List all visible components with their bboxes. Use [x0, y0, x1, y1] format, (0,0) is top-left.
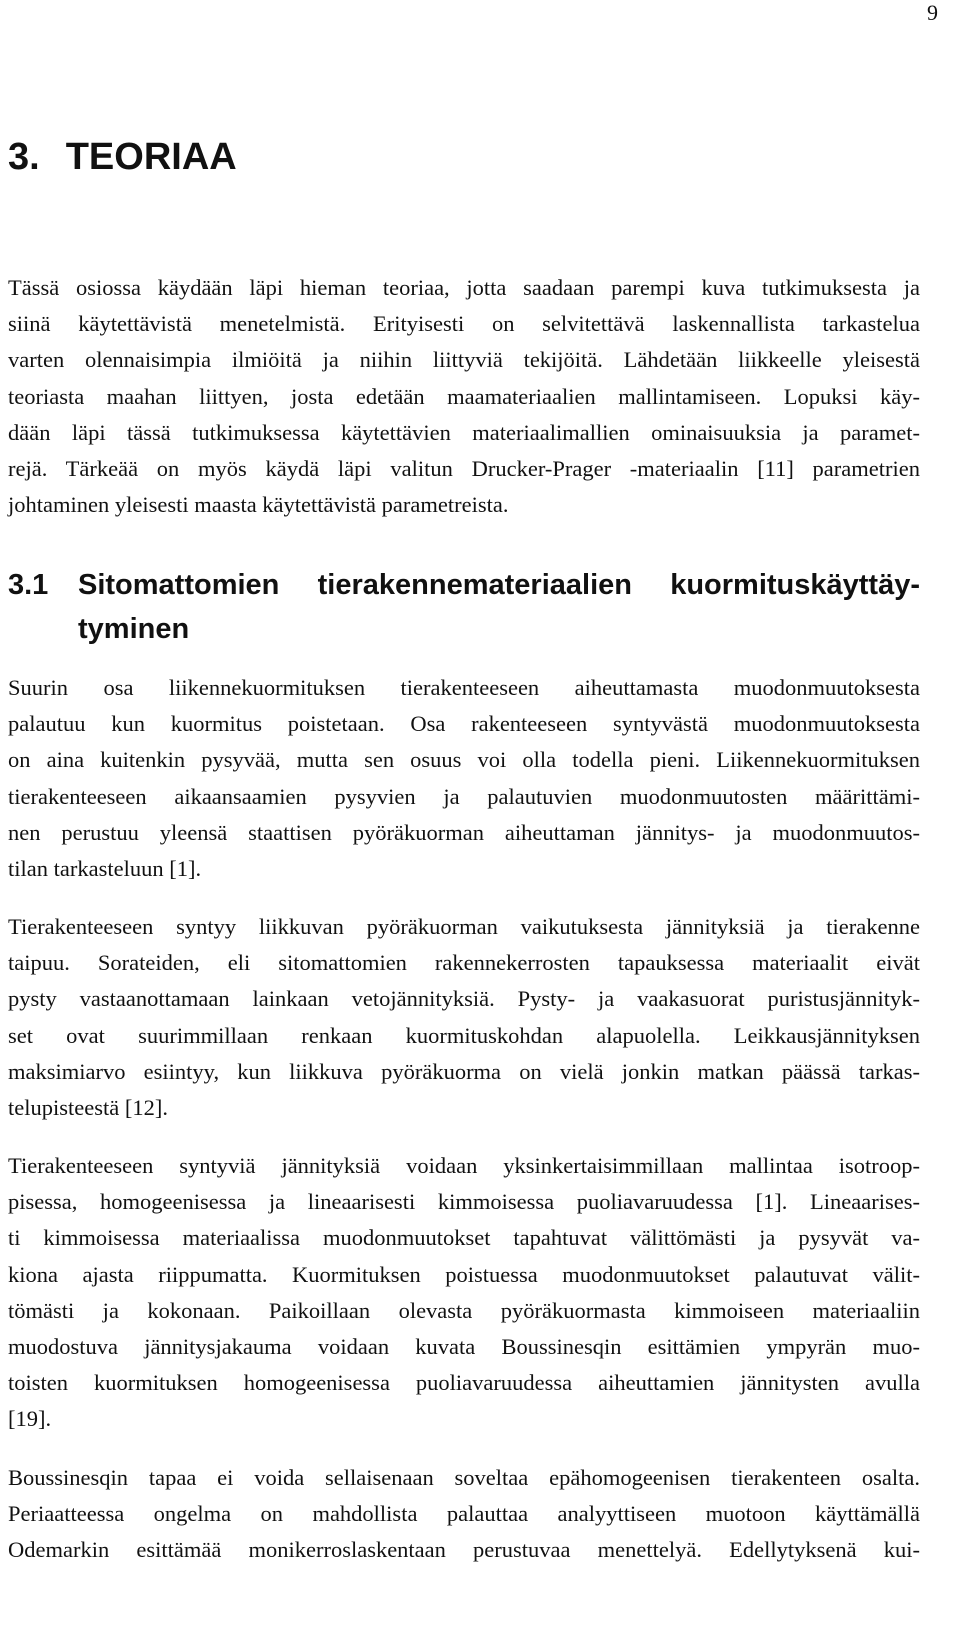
- text-line: johtaminen yleisesti maasta käytettävistä parametreista.: [8, 492, 509, 518]
- text-line: set ovat suurimmillaan renkaan kuormituskohdan alapuolella. Leikkausjännityksen: [8, 1022, 920, 1048]
- text-line: Tässä osiossa käydään läpi hieman teoriaa, jotta saadaan parempi kuva tutkimuksesta ja: [8, 275, 920, 300]
- text-line: pysty vastaanottamaan lainkaan vetojännityksiä. Pysty- ja vaakasuorat puristusjännityk-: [8, 986, 920, 1012]
- text-line: Odemarkin esittämää monikerroslaskentaan perustuvaa menettelyä. Edellytyksenä kui-: [8, 1537, 920, 1563]
- body-paragraph-2: [8, 909, 920, 1126]
- page-number: 9: [927, 0, 938, 25]
- text-line: tömästi ja kokonaan. Paikoillaan olevasta pyöräkuormasta kimmoiseen materiaaliin: [8, 1297, 920, 1323]
- text-line: muodostuva jännitysjakauma voidaan kuvata Boussinesqin esittämien ympyrän muo-: [8, 1334, 920, 1360]
- text-line: telupisteestä [12].: [8, 1095, 168, 1121]
- text-line: toisten kuormituksen homogeenisessa puoliavaruudessa aiheuttamien jännitysten avulla: [8, 1370, 920, 1396]
- section-title-line: tyminen: [78, 613, 190, 645]
- text-line: ti kimmoisessa materiaalissa muodonmuutokset tapahtuvat välittömästi ja pysyvät va-: [8, 1225, 920, 1251]
- text-line: palautuu kun kuormitus poistetaan. Osa rakenteeseen syntyvästä muodonmuutoksesta: [8, 711, 920, 737]
- body-paragraph-3: [8, 1148, 920, 1438]
- body-paragraph-4: [8, 1460, 920, 1569]
- text-line: dään läpi tässä tutkimuksessa käytettävien materiaalimallien ominaisuuksia ja paramet-: [8, 419, 920, 445]
- section-number: 3.1: [8, 569, 49, 601]
- intro-paragraph: [8, 270, 920, 523]
- text-line: on aina kuitenkin pysyvää, mutta sen osuus voi olla todella pieni. Liikennekuormituksen: [8, 747, 920, 773]
- chapter-title: [8, 138, 237, 176]
- text-line: pisessa, homogeenisessa ja lineaarisesti kimmoisessa puoliavaruudessa [1]. Lineaarises-: [8, 1189, 920, 1215]
- text-line: Periaatteessa ongelma on mahdollista palauttaa analyyttiseen muotoon käyttämällä: [8, 1501, 920, 1527]
- text-line: rejä. Tärkeää on myös käydä läpi valitun Drucker-Prager -materiaalin [11] parametrien: [8, 456, 920, 482]
- text-line: Tierakenteeseen syntyy liikkuvan pyöräkuorman vaikutuksesta jännityksiä ja tierakenne: [8, 914, 920, 939]
- text-line: Tierakenteeseen syntyviä jännityksiä voidaan yksinkertaisimmillaan mallintaa isotroop-: [8, 1153, 920, 1178]
- text-line: nen perustuu yleensä staattisen pyöräkuorman aiheuttaman jännitys- ja muodonmuutos-: [8, 819, 920, 845]
- text-line: kiona ajasta riippumatta. Kuormituksen poistuessa muodonmuutokset palautuvat välit-: [8, 1261, 920, 1287]
- text-line: varten olennaisimpia ilmiöitä ja niihin liittyviä tekijöitä. Lähdetään liikkeelle yleisestä: [8, 347, 920, 373]
- text-line: [19].: [8, 1406, 52, 1432]
- text-line: teoriasta maahan liittyen, josta edetään maamateriaalien mallintamiseen. Lopuksi käy-: [8, 383, 920, 409]
- text-line: Boussinesqin tapaa ei voida sellaisenaan soveltaa epähomogeenisen tierakenteen osalta.: [8, 1465, 920, 1490]
- text-line: tilan tarkasteluun [1].: [8, 856, 202, 882]
- chapter-number: 3.: [8, 136, 40, 178]
- text-line: tierakenteeseen aikaansaamien pysyvien ja palautuvien muodonmuutosten määrittämi-: [8, 783, 920, 809]
- body-paragraph-1: [8, 670, 920, 887]
- section-title-line: Sitomattomien tierakennemateriaalien kuormituskäyttäy-: [78, 569, 920, 601]
- text-line: taipuu. Sorateiden, eli sitomattomien rakennekerrosten tapauksessa materiaalit eivät: [8, 950, 920, 976]
- section-heading: [8, 563, 920, 651]
- chapter-title-text: TEORIAA: [65, 136, 237, 178]
- text-line: Suurin osa liikennekuormituksen tierakenteeseen aiheuttamasta muodonmuutoksesta: [8, 675, 920, 700]
- text-line: maksimiarvo esiintyy, kun liikkuva pyöräkuorma on vielä jonkin matkan päässä tarkas-: [8, 1058, 920, 1084]
- text-line: siinä käytettävistä menetelmistä. Erityisesti on selvitettävä laskennallista tarkastelua: [8, 311, 920, 337]
